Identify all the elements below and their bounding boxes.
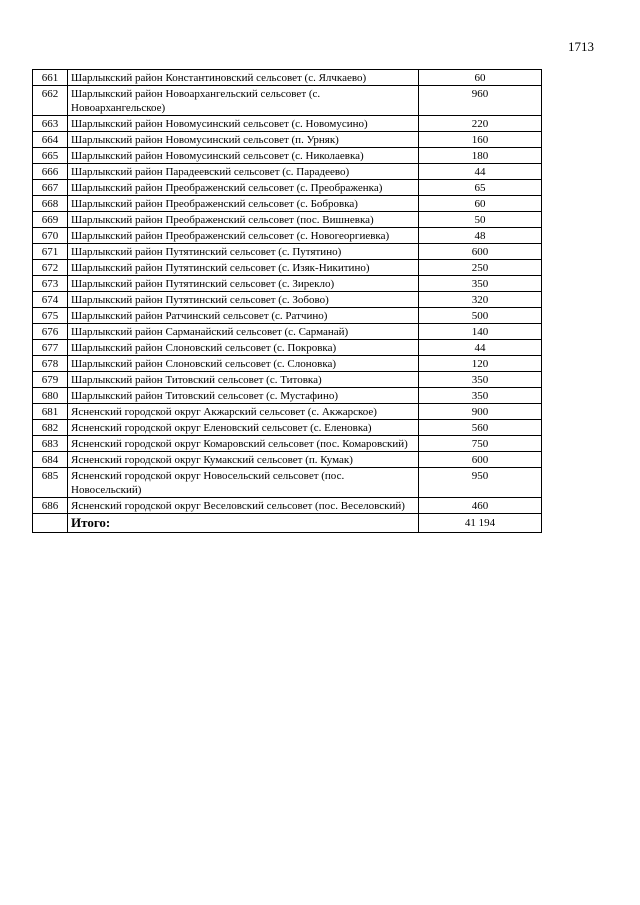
row-name: Ясненский городской округ Комаровский сельсовет (пос. Комаровский) — [68, 436, 419, 452]
row-name: Шарлыкский район Путятинский сельсовет (с. Путятино) — [68, 244, 419, 260]
table-row — [33, 308, 542, 324]
row-number: 678 — [33, 356, 68, 372]
table-row — [33, 132, 542, 148]
row-name: Шарлыкский район Преображенский сельсовет (с. Бобровка) — [68, 196, 419, 212]
row-name: Ясненский городской округ Еленовский сельсовет (с. Еленовка) — [68, 420, 419, 436]
table-row — [33, 388, 542, 404]
row-value: 48 — [419, 228, 542, 244]
row-value: 140 — [419, 324, 542, 340]
row-name: Шарлыкский район Новомусинский сельсовет (с. Новомусино) — [68, 116, 419, 132]
row-value: 960 — [419, 86, 542, 116]
row-number: 680 — [33, 388, 68, 404]
total-label: Итого: — [68, 514, 419, 533]
row-number: 682 — [33, 420, 68, 436]
table-row — [33, 244, 542, 260]
row-number: 666 — [33, 164, 68, 180]
row-number: 664 — [33, 132, 68, 148]
row-name: Шарлыкский район Слоновский сельсовет (с. Покровка) — [68, 340, 419, 356]
table-row — [33, 420, 542, 436]
row-value: 60 — [419, 70, 542, 86]
total-row — [33, 514, 542, 533]
table-row — [33, 436, 542, 452]
row-number: 670 — [33, 228, 68, 244]
row-value: 180 — [419, 148, 542, 164]
row-number: 672 — [33, 260, 68, 276]
row-name: Шарлыкский район Преображенский сельсовет (пос. Вишневка) — [68, 212, 419, 228]
table-row — [33, 372, 542, 388]
row-name: Шарлыкский район Путятинский сельсовет (с. Зобово) — [68, 292, 419, 308]
table-row — [33, 196, 542, 212]
row-name: Шарлыкский район Константиновский сельсовет (с. Ялчкаево) — [68, 70, 419, 86]
row-name: Ясненский городской округ Кумакский сельсовет (п. Кумак) — [68, 452, 419, 468]
row-number: 663 — [33, 116, 68, 132]
row-number: 684 — [33, 452, 68, 468]
row-number: 665 — [33, 148, 68, 164]
table-row — [33, 276, 542, 292]
row-name: Шарлыкский район Титовский сельсовет (с. Мустафино) — [68, 388, 419, 404]
row-name: Шарлыкский район Новомусинский сельсовет (с. Николаевка) — [68, 148, 419, 164]
row-value: 220 — [419, 116, 542, 132]
row-number: 661 — [33, 70, 68, 86]
row-name: Ясненский городской округ Веселовский сельсовет (пос. Веселовский) — [68, 498, 419, 514]
row-name: Шарлыкский район Путятинский сельсовет (с. Зирекло) — [68, 276, 419, 292]
row-number: 674 — [33, 292, 68, 308]
row-name: Шарлыкский район Ратчинский сельсовет (с. Ратчино) — [68, 308, 419, 324]
row-value: 60 — [419, 196, 542, 212]
row-name: Шарлыкский район Преображенский сельсовет (с. Преображенка) — [68, 180, 419, 196]
table-row — [33, 212, 542, 228]
row-value: 460 — [419, 498, 542, 514]
row-value: 750 — [419, 436, 542, 452]
row-name: Ясненский городской округ Новосельский сельсовет (пос. Новосельский) — [68, 468, 419, 498]
total-num-cell — [33, 514, 68, 533]
row-value: 50 — [419, 212, 542, 228]
row-number: 671 — [33, 244, 68, 260]
row-number: 686 — [33, 498, 68, 514]
row-number: 662 — [33, 86, 68, 116]
row-value: 44 — [419, 164, 542, 180]
row-number: 667 — [33, 180, 68, 196]
table-row — [33, 116, 542, 132]
row-number: 679 — [33, 372, 68, 388]
row-value: 560 — [419, 420, 542, 436]
row-number: 685 — [33, 468, 68, 498]
row-value: 350 — [419, 388, 542, 404]
row-value: 160 — [419, 132, 542, 148]
table-row — [33, 86, 542, 116]
table-row — [33, 356, 542, 372]
table-row — [33, 70, 542, 86]
row-number: 677 — [33, 340, 68, 356]
table-row — [33, 324, 542, 340]
settlements-table — [32, 69, 542, 533]
table-row — [33, 452, 542, 468]
row-number: 676 — [33, 324, 68, 340]
row-name: Шарлыкский район Новомусинский сельсовет (п. Урняк) — [68, 132, 419, 148]
row-name: Шарлыкский район Сарманайский сельсовет (с. Сарманай) — [68, 324, 419, 340]
row-name: Шарлыкский район Новоархангельский сельсовет (с. Новоархангельское) — [68, 86, 419, 116]
table-row — [33, 180, 542, 196]
row-name: Шарлыкский район Преображенский сельсовет (с. Новогеоргиевка) — [68, 228, 419, 244]
row-value: 320 — [419, 292, 542, 308]
row-number: 681 — [33, 404, 68, 420]
row-name: Шарлыкский район Путятинский сельсовет (с. Изяк-Никитино) — [68, 260, 419, 276]
table-body — [33, 70, 542, 533]
row-value: 350 — [419, 276, 542, 292]
row-value: 950 — [419, 468, 542, 498]
row-number: 668 — [33, 196, 68, 212]
table-row — [33, 148, 542, 164]
row-value: 250 — [419, 260, 542, 276]
row-value: 120 — [419, 356, 542, 372]
total-value: 41 194 — [419, 514, 542, 533]
row-number: 683 — [33, 436, 68, 452]
row-value: 44 — [419, 340, 542, 356]
page-number: 1713 — [568, 39, 594, 54]
row-name: Шарлыкский район Парадеевский сельсовет (с. Парадеево) — [68, 164, 419, 180]
table-row — [33, 164, 542, 180]
table-row — [33, 228, 542, 244]
row-name: Шарлыкский район Слоновский сельсовет (с. Слоновка) — [68, 356, 419, 372]
table-row — [33, 340, 542, 356]
table-row — [33, 468, 542, 498]
row-value: 900 — [419, 404, 542, 420]
row-value: 500 — [419, 308, 542, 324]
table-row — [33, 498, 542, 514]
table-row — [33, 260, 542, 276]
row-value: 65 — [419, 180, 542, 196]
row-value: 600 — [419, 452, 542, 468]
table-row — [33, 292, 542, 308]
row-value: 600 — [419, 244, 542, 260]
row-number: 673 — [33, 276, 68, 292]
row-name: Ясненский городской округ Акжарский сельсовет (с. Акжарское) — [68, 404, 419, 420]
row-value: 350 — [419, 372, 542, 388]
row-name: Шарлыкский район Титовский сельсовет (с. Титовка) — [68, 372, 419, 388]
row-number: 675 — [33, 308, 68, 324]
row-number: 669 — [33, 212, 68, 228]
table-row — [33, 404, 542, 420]
